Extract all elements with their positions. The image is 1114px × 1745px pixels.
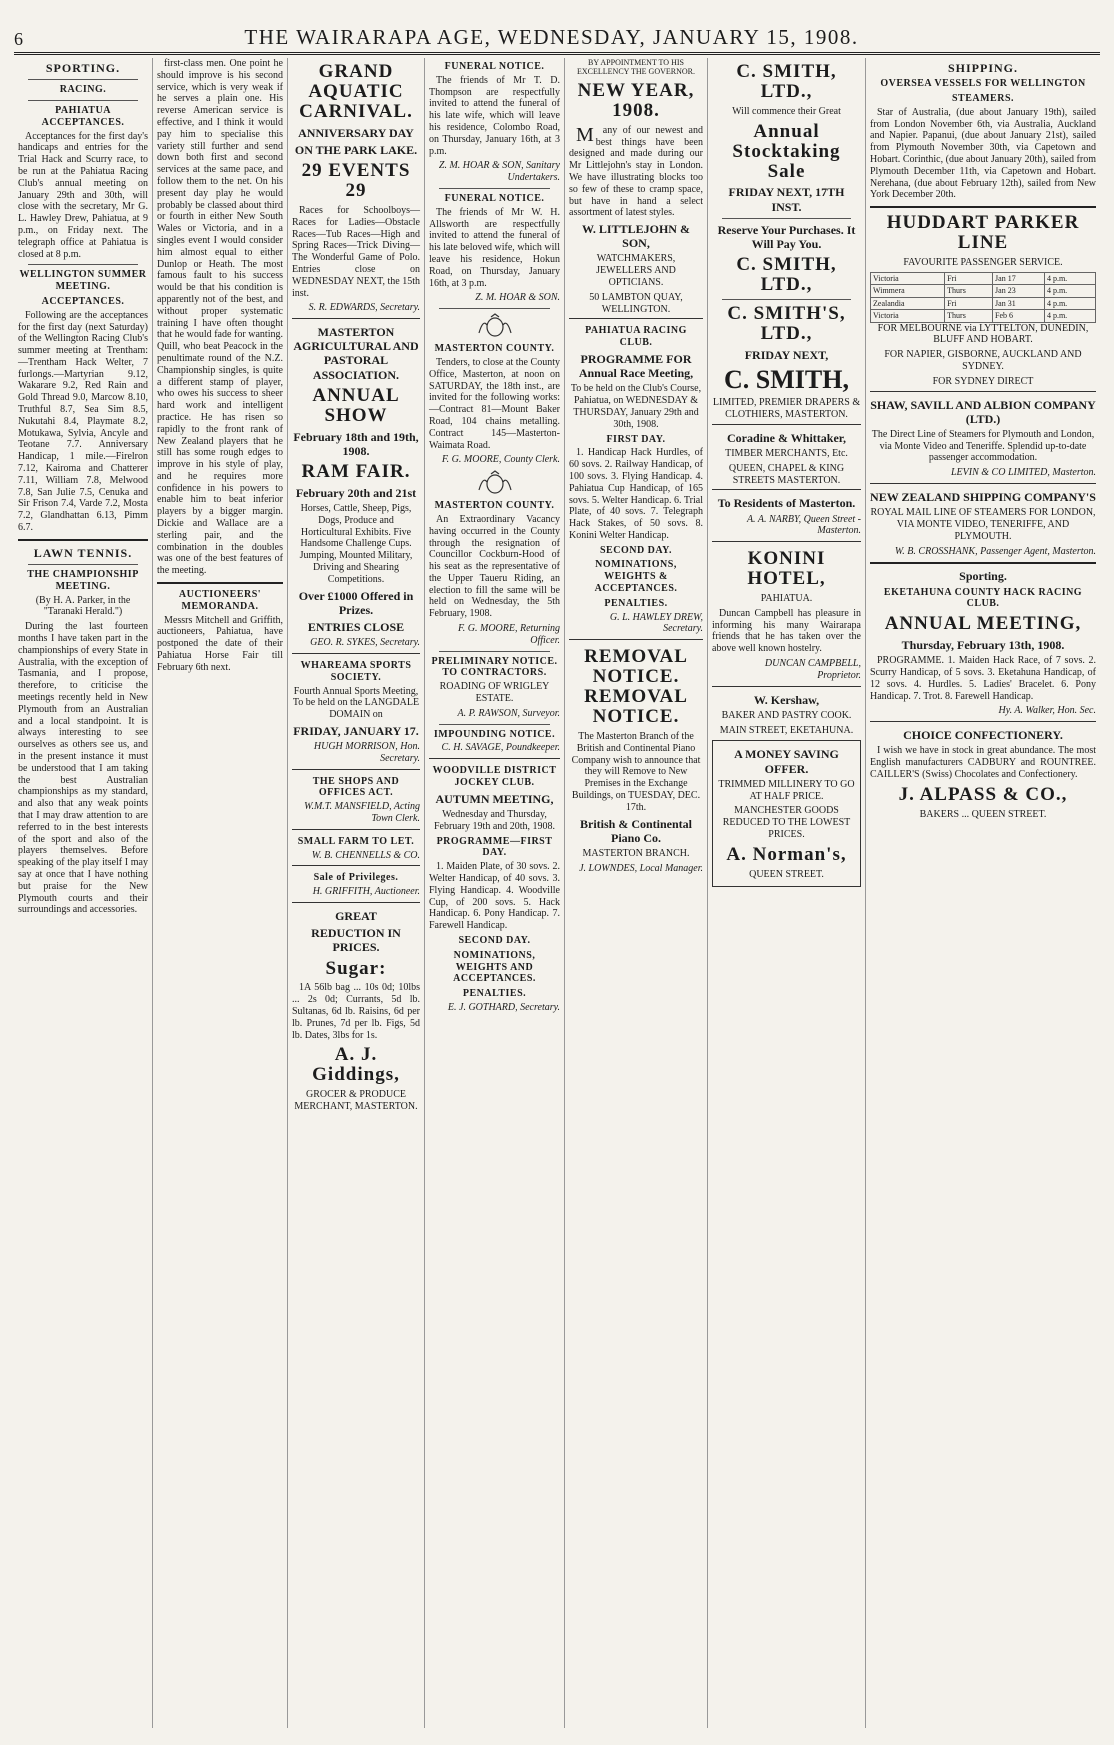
giddings-ad bbox=[292, 902, 420, 1113]
coradine-ad bbox=[712, 424, 861, 487]
aquatic-carnival-title: GRAND AQUATIC CARNIVAL. bbox=[299, 61, 413, 122]
nz-shipping-ad bbox=[870, 483, 1096, 557]
divider bbox=[439, 188, 550, 189]
funeral-notice-2-heading: FUNERAL NOTICE. bbox=[444, 192, 545, 204]
table-row: Victoria Fri Jan 17 4 p.m. bbox=[871, 272, 1096, 284]
removal-notice-heading: REMOVAL NOTICE. REMOVAL NOTICE. bbox=[584, 646, 688, 728]
impounding-signature: C. H. SAVAGE, Poundkeeper. bbox=[441, 742, 560, 754]
whareama-ad bbox=[292, 653, 420, 765]
divider bbox=[439, 651, 550, 652]
pahiatua-acceptances-heading: PAHIATUA ACCEPTANCES. bbox=[41, 104, 125, 128]
penalties-heading: PENALTIES. bbox=[462, 988, 527, 1000]
money-saving-heading: A MONEY SAVING OFFER. bbox=[734, 747, 839, 776]
shaw-savill-heading: SHAW, SAVILL AND ALBION COMPANY (LTD.) bbox=[870, 397, 1096, 426]
funeral-notice-2-signature: Z. M. HOAR & SON. bbox=[475, 292, 560, 304]
coat-of-arms-icon bbox=[475, 470, 515, 496]
confectionery-text: I wish we have in stock in great abundance. The most English manufacturers CADBURY and ROUNTREE. CAILLER'S (Swiss) Chocolates and Confectionery. bbox=[870, 745, 1096, 780]
programme-heading: PROGRAMME—FIRST DAY. bbox=[436, 835, 553, 859]
divider bbox=[28, 79, 138, 80]
column-5 bbox=[565, 58, 708, 1728]
pahiatua-programme-heading: PROGRAMME FOR Annual Race Meeting, bbox=[578, 352, 694, 381]
funeral-notice-heading: FUNERAL NOTICE. bbox=[444, 61, 545, 72]
konini-text: Duncan Campbell has pleasure in informing his many Wairarapa friends that he has taken over the above well known hostelry. bbox=[712, 607, 861, 655]
county-vacancy-signature: F. G. MOORE, Returning Officer. bbox=[457, 623, 560, 646]
byline: (By H. A. Parker, in the "Taranaki Herald.") bbox=[35, 594, 131, 618]
narby-signature: A. A. NARBY, Queen Street - Masterton. bbox=[746, 513, 861, 537]
whareama-date: FRIDAY, JANUARY 17. bbox=[293, 723, 419, 738]
aquatic-text: Races for Schoolboys—Races for Ladies—Obstacle Races—Tub Races—High and Spring Races—Trick Diving—The Wonderful Game of Polo. Entries close on WEDNESDAY NEXT, the 15th inst. bbox=[292, 205, 420, 299]
huddart-parker-subtitle: FAVOURITE PASSENGER SERVICE. bbox=[903, 257, 1063, 268]
shops-act-signature: W.M.T. MANSFIELD, Acting Town Clerk. bbox=[304, 801, 420, 825]
confectionery-heading: CHOICE CONFECTIONERY. bbox=[903, 728, 1063, 743]
konini-signature: DUNCAN CAMPBELL, Proprietor. bbox=[764, 658, 861, 681]
appointment-line: BY APPOINTMENT TO HIS EXCELLENCY THE GOVERNOR. bbox=[577, 58, 695, 77]
aquatic-signature: S. R. EDWARDS, Secretary. bbox=[308, 302, 420, 314]
championship-heading: THE CHAMPIONSHIP MEETING. bbox=[27, 569, 139, 592]
section-divider bbox=[18, 539, 148, 541]
crosshank-signature: W. B. CROSSHANK, Passenger Agent, Masterton. bbox=[894, 545, 1096, 557]
piano-signature: J. LOWNDES, Local Manager. bbox=[579, 862, 703, 874]
privileges-ad bbox=[292, 865, 420, 898]
whareama-text: Fourth Annual Sports Meeting, To be held on the LANGDALE DOMAIN on bbox=[292, 685, 420, 721]
column-7 bbox=[866, 58, 1100, 1728]
woodville-jockey-ad bbox=[429, 758, 560, 1014]
table-row: Victoria Thurs Feb 6 4 p.m. bbox=[871, 310, 1096, 322]
second-day-heading: SECOND DAY. bbox=[599, 544, 672, 556]
pahiatua-racing-ad bbox=[569, 318, 703, 635]
contractors-heading: PRELIMINARY NOTICE. TO CONTRACTORS. bbox=[431, 655, 558, 679]
funeral-notice-text: The friends of Mr T. D. Thompson are respectfully invited to attend the funeral of his late wife, which will leave his residence, Colombo Road, on Thursday, January 16th, at 3 p.m. bbox=[429, 74, 560, 157]
show-ad bbox=[292, 318, 420, 649]
norman-name: A. Norman's, bbox=[726, 843, 847, 865]
table-row: Zealandia Fri Jan 31 4 p.m. bbox=[871, 297, 1096, 309]
nz-shipping-subtitle: ROYAL MAIL LINE OF STEAMERS FOR LONDON, VIA MONTE VIDEO, TENERIFFE, AND PLYMOUTH. bbox=[870, 507, 1096, 542]
annual-meeting-heading: ANNUAL MEETING, bbox=[884, 613, 1082, 635]
section-divider bbox=[870, 206, 1096, 208]
section-divider bbox=[157, 582, 283, 584]
new-year-text: Many of our newest and best things have been designed and made during our Mr Littlejohn's stay in London. We have illustrating blocks too so few of these to cramp space, but have in hand a select assortment of latest styles. bbox=[569, 123, 703, 219]
funeral-notice-signature: Z. M. HOAR & SON, Sanitary Undertakers. bbox=[438, 160, 560, 184]
millinery-offer: TRIMMED MILLINERY TO GO AT HALF PRICE. bbox=[718, 778, 855, 802]
norman-address: QUEEN STREET. bbox=[749, 868, 824, 880]
c-smith-name-2: C. SMITH, LTD., bbox=[736, 254, 837, 296]
programme-text: 1. Maiden Plate, of 30 sovs. 2. Welter Handicap, of 40 sovs. 3. Flying Handicap. 4. Woodville Cup, of 200 sovs. 5. Hack Handicap. 6. Pony Handicap. 7. Farewell Handicap. bbox=[429, 861, 560, 932]
c-smith-name-3: C. SMITH, bbox=[724, 365, 849, 395]
section-divider bbox=[870, 562, 1096, 564]
county-vacancy-text: An Extraordinary Vacancy having occurred in the County through the resignation of Councillor Cockburn-Hood of his seat as the representative of the Upper Taueru Riding, an election to fill the same will be held on Wednesday, the 5th February, 1908. bbox=[429, 513, 560, 620]
wellington-meeting-heading: WELLINGTON SUMMER MEETING. bbox=[19, 269, 147, 293]
eketahuna-club-heading: EKETAHUNA COUNTY HACK RACING CLUB. bbox=[883, 586, 1083, 610]
drew-signature: G. L. HAWLEY DREW, Secretary. bbox=[609, 611, 703, 635]
sporting-heading-2: Sporting. bbox=[959, 569, 1007, 584]
levin-signature: LEVIN & CO LIMITED, Masterton. bbox=[951, 467, 1096, 479]
acceptances-heading: ACCEPTANCES. bbox=[41, 295, 125, 307]
giddings-name: A. J. Giddings, bbox=[312, 1044, 400, 1086]
kershaw-address: MAIN STREET, EKETAHUNA. bbox=[719, 724, 854, 736]
jockey-club-heading: WOODVILLE DISTRICT JOCKEY CLUB. bbox=[432, 765, 557, 789]
aquatic-date: ANNIVERSARY DAY bbox=[298, 125, 414, 140]
column-4 bbox=[425, 58, 565, 1728]
shops-act-heading: THE SHOPS AND OFFICES ACT. bbox=[312, 775, 400, 799]
sugar-heading: Sugar: bbox=[325, 957, 387, 979]
walker-signature: Hy. A. Walker, Hon. Sec. bbox=[998, 705, 1096, 717]
masterton-county-heading: MASTERTON COUNTY. bbox=[434, 343, 555, 355]
tennis-article-continued: first-class men. One point he should improve is his second service, which is very weak if he serves a plain one. His reverse American service is effective, and I think it would pay him to specialise this variety still further and send down both first and second services at the same pace, and follow them to the net. On his present day play he would probably be classed about third or fourth in either New South Wales or Victoria, and in a singles event I would consider him almost equal to either Dunlop or Heath. The most famous fault to his success would be that his condition is apparently not of the best, and without proper systematic training I have often thought that he would fade for wanting. Quill, who beat Peacock in the penultimate round of the N.Z. Championship singles, is quite a different stamp of player, who owes his success to sheer hard work and intelligent practice. He has risen so rapidly to the front rank of New Zealand players that he still has some rough edges to improve in his style of play, and he requires more confidence in his powers to enable him to beat inferior players by a bigger margin. Dickie and Wallace are a sterling pair, and the combination in the doubles was one of the best features of the meeting. bbox=[157, 58, 283, 577]
table-row: Wimmera Thurs Jan 23 4 p.m. bbox=[871, 285, 1096, 297]
shops-act-notice bbox=[292, 769, 420, 825]
small-farm-ad bbox=[292, 829, 420, 862]
steamers-heading: STEAMERS. bbox=[951, 92, 1014, 104]
melbourne-heading: FOR MELBOURNE via LYTTELTON, DUNEDIN, BLUFF AND HOBART. bbox=[877, 322, 1089, 346]
divider bbox=[439, 724, 550, 725]
show-dates: February 18th and 19th, 1908. bbox=[293, 429, 419, 458]
annual-programme: PROGRAMME. 1. Maiden Hack Race, of 7 sovs. 2. Scurry Handicap, of 5 sovs. 3. Eketahuna Handicap, of 12 sovs. 4. Hurdles. 5. Ladies' Bracelet. 6. Pony Handicap. 7. Trot. 8. Farewell Handicap. bbox=[870, 655, 1096, 702]
racing-heading: RACING. bbox=[59, 84, 107, 96]
konini-place: PAHIATUA. bbox=[760, 593, 813, 605]
sale-date: FRIDAY NEXT, 17TH INST. bbox=[728, 185, 845, 214]
prize-offer: Over £1000 Offered in Prizes. bbox=[298, 588, 414, 617]
friday-next-heading: FRIDAY NEXT, bbox=[744, 347, 829, 362]
pahiatua-racing-heading: PAHIATUA RACING CLUB. bbox=[585, 325, 687, 349]
coat-of-arms-icon bbox=[475, 313, 515, 339]
reserve-purchases: Reserve Your Purchases. It Will Pay You. bbox=[717, 222, 856, 251]
gothard-signature: E. J. GOTHARD, Secretary. bbox=[447, 1001, 560, 1013]
aquatic-place: ON THE PARK LAKE. bbox=[294, 142, 418, 157]
masthead bbox=[14, 26, 1100, 55]
sydney-heading: FOR SYDNEY DIRECT bbox=[932, 375, 1034, 387]
reduction-heading: REDUCTION IN PRICES. bbox=[311, 926, 401, 955]
konini-hotel-heading: KONINI HOTEL, bbox=[747, 548, 826, 590]
alpass-name: J. ALPASS & CO., bbox=[898, 783, 1068, 805]
nominations-heading: NOMINATIONS, WEIGHTS & ACCEPTANCES. bbox=[594, 559, 678, 595]
nominations-heading: NOMINATIONS, WEIGHTS AND ACCEPTANCES. bbox=[453, 949, 536, 985]
autumn-meeting-date: Wednesday and Thursday, February 19th and 20th, 1908. bbox=[433, 809, 556, 832]
removal-notice-text: The Masterton Branch of the British and Continental Piano Company wish to announce that they will Remove to New Premises in the Exchange Buildings, on TUESDAY, DEC. 17th. bbox=[571, 731, 701, 813]
aquatic-events: 29 EVENTS 29 bbox=[301, 160, 411, 202]
newspaper-title: THE WAIRARAPA AGE, WEDNESDAY, JANUARY 15, 1908. bbox=[244, 25, 859, 50]
column-3 bbox=[288, 58, 425, 1728]
c-smith-subtitle: LIMITED, PREMIER DRAPERS & CLOTHIERS, MASTERTON. bbox=[712, 397, 861, 421]
auctioneers-text: Messrs Mitchell and Griffith, auctioneers, Pahiatua, have postponed the date of their Pahiatua Horse Fair till February 6th next. bbox=[157, 614, 283, 673]
piano-company-name: British & Continental Piano Co. bbox=[579, 816, 692, 845]
c-smith-name: C. SMITH, LTD., bbox=[736, 61, 837, 102]
column-6 bbox=[708, 58, 866, 1728]
great-heading: GREAT bbox=[335, 909, 377, 924]
giddings-subtitle: GROCER & PRODUCE MERCHANT, MASTERTON. bbox=[294, 1089, 418, 1113]
first-day-programme: 1. Handicap Hack Hurdles, of 60 sovs. 2. Railway Handicap, of 100 sovs. 3. Flying Handicap. 4. Pahiatua Cup Handicap, of 165 sovs. 5. Welter Handicap. 6. Trial Plate, of 40 sovs. 7. Telegraph Hack Stakes, of 50 sovs. 8. Konini Welter Handicap. bbox=[569, 447, 703, 541]
coradine-address: QUEEN, CHAPEL & KING STREETS MASTERTON. bbox=[728, 462, 845, 486]
divider bbox=[722, 299, 851, 300]
county-tender-text: Tenders, to close at the County Office, Masterton, at noon on SATURDAY, the 18th inst., are invited for the following works:—Contract 81—Mount Baker Road, 104 chains metalling. Contract 145—Masterton-Waimata Road. bbox=[429, 356, 560, 451]
show-signature: GEO. R. SYKES, Secretary. bbox=[310, 637, 420, 649]
annual-meeting-date: Thursday, February 13th, 1908. bbox=[901, 638, 1065, 653]
tennis-article-text: During the last fourteen months I have taken part in the championships of every State in Australia, with the exception of Tasmania, and I propose, therefore, to criticise the meetings recently held in New Plymouth from an Australian and a local standpoint. It is always interesting to see ourselves as others see us, and in the present instance it must be understood that I am taking the best Australian championships as my standard, and also that any weak points that I may draw attention to are referred to in the best interests of the sport and also of the players themselves. Before speaking of the play itself I may say at once that I have nothing but praise for the New Plymouth courts and their surroundings and accessories. bbox=[18, 621, 148, 916]
divider bbox=[28, 264, 138, 265]
ram-fair-title: RAM FAIR. bbox=[301, 460, 411, 482]
konini-hotel-ad bbox=[712, 541, 861, 681]
divider bbox=[28, 564, 138, 565]
contractors-signature: A. P. RAWSON, Surveyor. bbox=[457, 707, 560, 719]
impounding-heading: IMPOUNDING NOTICE. bbox=[433, 728, 556, 740]
huddart-parker-heading: HUDDART PARKER LINE bbox=[886, 212, 1080, 254]
show-society: MASTERTON AGRICULTURAL AND PASTORAL ASSOCIATION. bbox=[293, 325, 419, 382]
divider bbox=[439, 308, 550, 309]
shaw-savill-ad bbox=[870, 391, 1096, 480]
ram-fair-dates: February 20th and 21st bbox=[295, 485, 417, 500]
shaw-savill-text: The Direct Line of Steamers for Plymouth and London, via Monte Video and Teneriffe. Splendid up-to-date passenger accommodation. bbox=[871, 428, 1095, 464]
privileges-signature: H. GRIFFITH, Auctioneer. bbox=[312, 886, 420, 898]
steamers-text: Star of Australia, (due about January 19th), sailed from London November 6th, via Australia, Auckland and Napier. Papanui, (due about January 21st), sailed from Plymouth November 30th, via Capetown and Hobart. Corinthic, (due about January 20th), sailed from Plymouth December 11th, via Capetown and Hobart. Nerehana, (due about February 12th), sailed from New York December 20th. bbox=[870, 106, 1096, 201]
autumn-meeting-heading: AUTUMN MEETING, bbox=[435, 791, 554, 806]
littlejohn-name: W. LITTLEJOHN & SON, bbox=[582, 222, 690, 251]
column-1 bbox=[14, 58, 153, 1728]
confectionery-ad bbox=[870, 721, 1096, 820]
column-2 bbox=[153, 58, 288, 1728]
sugar-prices: 1A 56lb bag ... 10s 0d; 10lbs ... 2s 0d; Currants, 5d lb. Sultanas, 6d lb. Raisins, 6d per lb. Prunes, 7d per lb. Figs, 5d lb. Dates, 3lbs for 1s. bbox=[292, 982, 420, 1041]
show-text: Horses, Cattle, Sheep, Pigs, Dogs, Produce and Horticultural Exhibits. Five Handsome Challenge Cups. Jumping, Mounted Military, Driving and Shearing Competitions. bbox=[299, 503, 413, 585]
pahiatua-meeting-date: To be held on the Club's Course, Pahiatua, on WEDNESDAY & THURSDAY, January 29th and 30th, 1908. bbox=[570, 383, 702, 430]
funeral-notice-2-text: The friends of Mr W. H. Allsworth are respectfully invited to attend the funeral of his late beloved wife, which will leave his residence, Hokun Road, on Thursday, January 16th, at 3 p.m. bbox=[429, 206, 560, 289]
page-number: 6 bbox=[14, 28, 23, 49]
privileges-heading: Sale of Privileges. bbox=[313, 872, 399, 884]
c-smith-text: Will commence their Great bbox=[732, 105, 841, 117]
shipping-heading: SHIPPING. bbox=[947, 61, 1018, 75]
small-farm-signature: W. B. CHENNELLS & CO. bbox=[311, 849, 420, 861]
sailing-schedule-table bbox=[870, 272, 1096, 323]
sporting-heading: SPORTING. bbox=[45, 61, 121, 75]
c-smiths-name: C. SMITH'S, LTD., bbox=[727, 302, 846, 344]
divider bbox=[722, 218, 851, 219]
narby-ad bbox=[712, 489, 861, 537]
masterton-county-2-heading: MASTERTON COUNTY. bbox=[434, 500, 555, 512]
manchester-offer: MANCHESTER GOODS REDUCED TO THE LOWEST PRICES. bbox=[722, 805, 851, 840]
kershaw-name: W. Kershaw, bbox=[753, 692, 820, 707]
whareama-signature: HUGH MORRISON, Hon. Secretary. bbox=[313, 741, 420, 764]
piano-branch: MASTERTON BRANCH. bbox=[582, 847, 690, 859]
money-saving-ad bbox=[712, 740, 861, 887]
stocktaking-sale-heading: Annual Stocktaking Sale bbox=[732, 120, 841, 182]
lawn-tennis-heading: LAWN TENNIS. bbox=[33, 545, 133, 560]
penalties-heading: PENALTIES. bbox=[604, 597, 668, 609]
contractors-subheading: ROADING OF WRIGLEY ESTATE. bbox=[439, 681, 550, 705]
pahiatua-acceptances-text: Acceptances for the first day's handicaps and entries for the Trial Hack and Scurry race, to be run at the Pahiatua Racing Club's annual meeting on January 29th and 30th, will close with the secretary, Mr G. L. Hawley Drew, Pahiatua, at 9 p.m., on Friday next. The telegraph office at Pahiatua is closed at 8 p.m. bbox=[18, 130, 148, 260]
napier-heading: FOR NAPIER, GISBORNE, AUCKLAND AND SYDNEY. bbox=[884, 349, 1082, 372]
small-farm-heading: SMALL FARM TO LET. bbox=[297, 835, 415, 847]
entries-close-heading: ENTRIES CLOSE bbox=[307, 619, 405, 634]
coradine-name: Coradine & Whittaker, bbox=[726, 430, 846, 445]
first-day-heading: FIRST DAY. bbox=[606, 433, 666, 445]
county-tender-signature: F. G. MOORE, County Clerk. bbox=[441, 454, 560, 466]
new-year-heading: NEW YEAR, 1908. bbox=[577, 79, 695, 121]
wellington-acceptances-text: Following are the acceptances for the first day (next Saturday) of the Wellington Racing Club's summer meeting at Trentham:—Trentham Hack Welter, 7 furlongs.—Martyrian 9.12, Wakarare 9.2, Red Rain and Gold Thread 9.0, Marcow 8.10, Truthful 8.7, Sea Sim 8.5, Nukutahi 8.4, Playmate 8.2, Motukawa, Sylvia, Ancyle and Teotane 7.7. Anniversary Handicap, 1 mile.—Firelron 7.12, Kairoma and Chatterer 7.11, William 7.8, Melwood 7.8, San Julie 7.5, Cenuka and Sir Frison 7.4, Varde 7.2, Mosta 7.2, Glandhattan 6.13, Pimm 6.7. bbox=[18, 309, 148, 534]
littlejohn-subtitle: WATCHMAKERS, JEWELLERS AND OPTICIANS. bbox=[596, 253, 676, 289]
coradine-subtitle: TIMBER MERCHANTS, Etc. bbox=[725, 448, 848, 460]
littlejohn-address: 50 LAMBTON QUAY, WELLINGTON. bbox=[589, 291, 683, 315]
oversea-vessels-heading: OVERSEA VESSELS FOR WELLINGTON bbox=[880, 78, 1086, 90]
residents-heading: To Residents of Masterton. bbox=[717, 496, 856, 511]
annual-show-title: ANNUAL SHOW bbox=[312, 384, 400, 426]
divider bbox=[28, 100, 138, 101]
second-day-heading: SECOND DAY. bbox=[458, 934, 531, 946]
alpass-subtitle: BAKERS ... QUEEN STREET. bbox=[919, 808, 1047, 820]
whareama-heading: WHAREAMA SPORTS SOCIETY. bbox=[300, 659, 412, 683]
kershaw-ad bbox=[712, 686, 861, 737]
auctioneers-heading: AUCTIONEERS' MEMORANDA. bbox=[178, 589, 262, 612]
kershaw-subtitle: BAKER AND PASTRY COOK. bbox=[721, 709, 852, 721]
removal-notice-ad bbox=[569, 639, 703, 874]
nz-shipping-heading: NEW ZEALAND SHIPPING COMPANY'S bbox=[870, 490, 1096, 505]
